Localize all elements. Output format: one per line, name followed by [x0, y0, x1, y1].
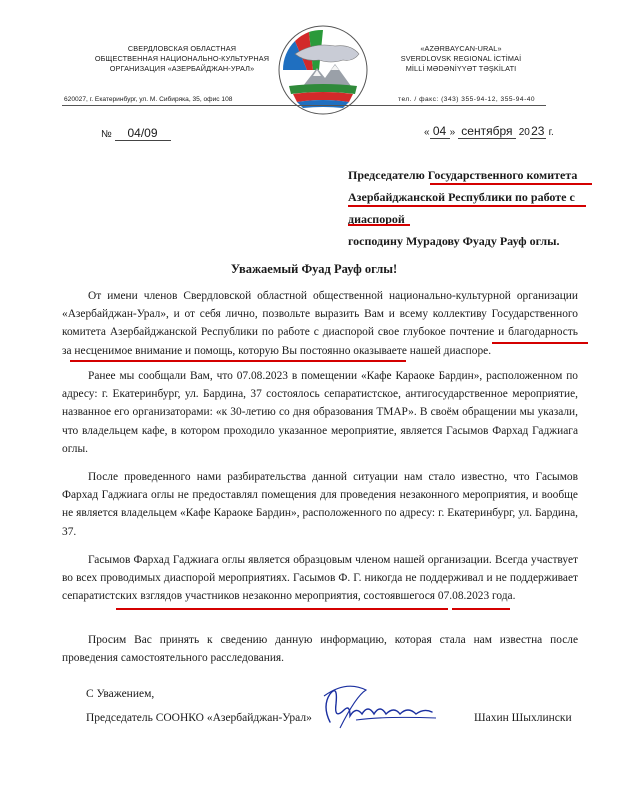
- body-paragraph-4: Гасымов Фархад Гаджиага оглы является образцовым членом нашей организации. Всегда участвует во всех проводимых диаспорой мероприятиях. Гасымов Ф. Г. никогда не поддерживал и не поддерживает сепаратистских взглядов участников незаконно мероприятия, состоявшегося 07.08.2023 года.: [62, 554, 578, 603]
- quote-open: «: [424, 127, 430, 138]
- date-year-prefix: 20: [518, 127, 530, 138]
- body-paragraph-2: Ранее мы сообщали Вам, что 07.08.2023 в помещении «Кафе Караоке Бардин», расположенном по адресу: г. Екатеринбург, ул. Бардина, 37 состоялось сепаратистское, антигосударственное мероприятие, названное его организаторами: «к 30-летию со дня образования ТМАР». В своём обращении мы указали, что владельцем кафе, в котором проходило указанное мероприятие, является Гасымов Фархад Гаджиага оглы.: [62, 370, 578, 455]
- quote-close: »: [449, 127, 456, 138]
- date-month: сентября: [458, 124, 516, 139]
- date-day: 04: [430, 124, 450, 139]
- red-underline: [348, 224, 410, 226]
- number-sign: №: [101, 129, 112, 140]
- addressee-line: господину Мурадову Фуаду Рауф оглы.: [348, 234, 560, 248]
- header-divider: [62, 105, 546, 106]
- reference-number: [101, 126, 171, 141]
- red-underline: [70, 360, 406, 362]
- org-name-line: MİLLİ MƏDƏNİYYƏT TƏŞKİLATI: [405, 64, 517, 73]
- org-name-line: SVERDLOVSK REGIONAL İCTİMAİ: [400, 54, 522, 63]
- signer-position: Председатель СООНКО «Азербайджан-Урал»: [86, 712, 312, 724]
- org-name-azerbaijani: [376, 44, 546, 74]
- handwritten-signature: [316, 676, 444, 736]
- organization-logo: [273, 24, 373, 116]
- addressee-line: Председателю Государственного комитета: [348, 168, 578, 182]
- addressee-line: Азербайджанской Республики по работе с: [348, 190, 575, 204]
- red-underline: [430, 183, 592, 185]
- org-name-line: «AZƏRBAYCAN-URAL»: [420, 44, 502, 53]
- red-underline: [492, 342, 588, 344]
- date-suffix: г.: [548, 127, 554, 138]
- body-paragraph-5: Просим Вас принять к сведению данную информацию, которая стала нам известна после проведения самостоятельного расследования.: [62, 634, 578, 665]
- org-name-russian: [82, 44, 282, 74]
- red-underline: [116, 608, 448, 610]
- org-address: 620027, г. Екатеринбург, ул. М. Сибиряка, 35, офис 108: [64, 96, 233, 103]
- salutation: Уважаемый Фуад Рауф оглы!: [230, 262, 398, 276]
- closing-regards: С Уважением,: [86, 688, 155, 700]
- addressee-block: [348, 164, 598, 252]
- addressee-line: диаспорой: [348, 212, 405, 226]
- red-underline: [452, 608, 510, 610]
- org-phone: тел. / факс: (343) 355-94-12, 355-94-40: [398, 96, 536, 103]
- reference-value: 04/09: [115, 126, 171, 141]
- org-name-line: СВЕРДЛОВСКАЯ ОБЛАСТНАЯ: [127, 44, 237, 53]
- org-name-line: ОБЩЕСТВЕННАЯ НАЦИОНАЛЬНО-КУЛЬТУРНАЯ: [94, 54, 270, 63]
- red-underline: [348, 205, 586, 207]
- body-paragraph-3: После проведенного нами разбирательства данной ситуации нам стало известно, что Гасымов Фархад Гаджиага оглы не предоставлял помещения для проведения незаконного мероприятия, и вообще не является владельцем «Кафе Караоке Бардин», расположенного по адресу: г. Екатеринбург, ул. Бардина, 37.: [62, 471, 578, 538]
- org-name-line: ОРГАНИЗАЦИЯ «АЗЕРБАЙДЖАН-УРАЛ»: [109, 64, 255, 73]
- date-year: 23: [531, 124, 545, 138]
- signer-name: Шахин Шыхлински: [474, 712, 572, 724]
- letter-date: [424, 124, 554, 139]
- body-paragraph-1: От имени членов Свердловской областной общественной национально-культурной организации «Азербайджан-Урал», и от себя лично, позвольте выразить Вам и всему коллективу Государственного комитета Азербайджанской Республики по работе с диаспорой свое глубокое почтение и благодарность за несценимое внимание и помощь, которую Вы постоянно оказываете нашей диаспоре.: [62, 290, 578, 357]
